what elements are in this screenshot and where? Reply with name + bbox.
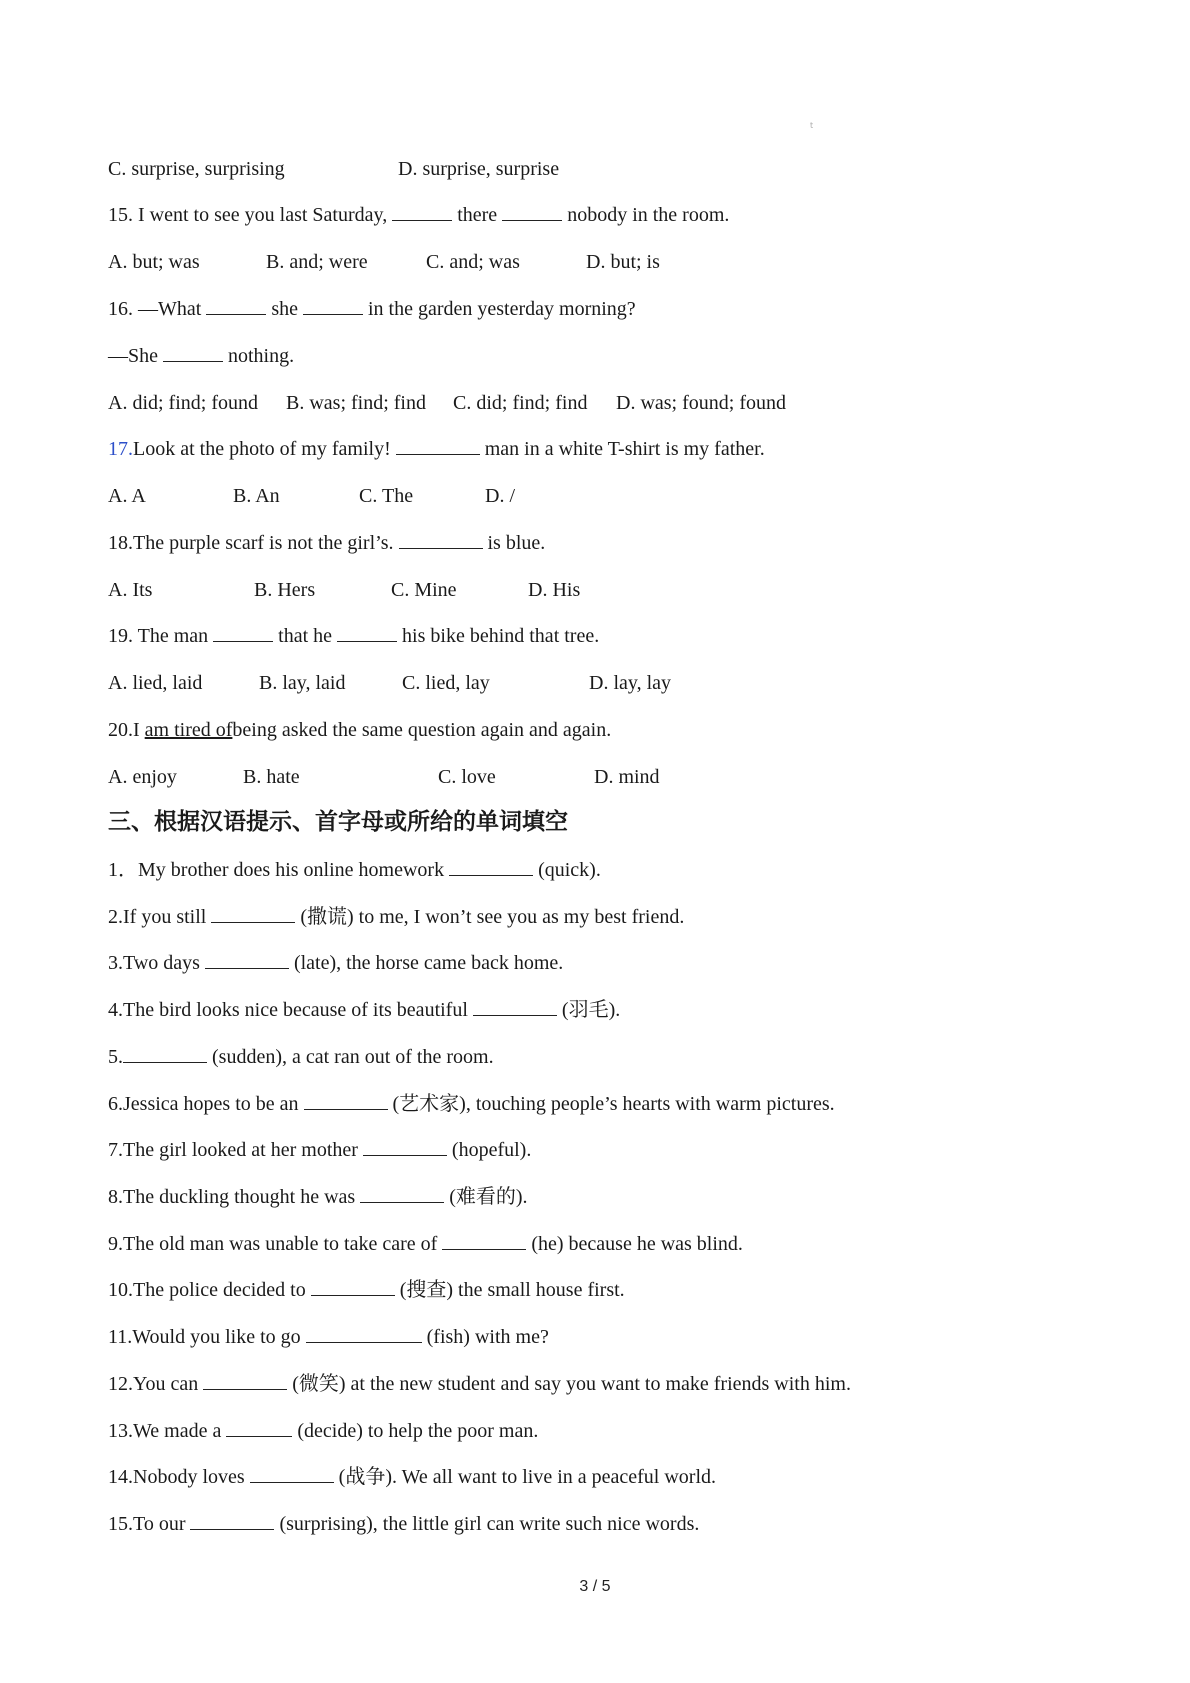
q17-blank[interactable]	[396, 436, 480, 455]
q19-text-2: that he	[278, 625, 333, 647]
fill-item-3-blank[interactable]	[205, 950, 289, 969]
fill-item-1	[108, 857, 601, 883]
section-3-title: 三、根据汉语提示、首字母或所给的单词填空	[108, 809, 568, 835]
q20-option-c: C. love	[438, 766, 496, 788]
fill-item-14-text: 14.Nobody loves	[108, 1466, 245, 1488]
q17-question	[108, 436, 765, 462]
fill-item-12-blank[interactable]	[203, 1371, 287, 1390]
fill-item-5	[108, 1044, 494, 1070]
q19-blank-2[interactable]	[337, 623, 397, 642]
q16-option-d: D. was; found; found	[616, 392, 786, 414]
fill-item-8-text: 8.The duckling thought he was	[108, 1186, 356, 1208]
q20-question	[108, 717, 611, 743]
q15-option-d: D. but; is	[586, 251, 660, 273]
fill-item-15-hint: (surprising), the little girl can write such nice words.	[279, 1513, 700, 1535]
fill-item-15-blank[interactable]	[190, 1511, 274, 1530]
q15-option-c: C. and; was	[426, 251, 520, 273]
fill-item-15-text: 15.To our	[108, 1513, 186, 1535]
fill-item-11-text: 11.Would you like to go	[108, 1326, 301, 1348]
q17-option-a: A. A	[108, 485, 146, 507]
fill-item-3-hint: (late), the horse came back home.	[293, 952, 564, 974]
q15-blank-1[interactable]	[392, 202, 452, 221]
q18-option-a: A. Its	[108, 579, 153, 601]
q16-text-2: she	[271, 298, 298, 320]
fill-item-9-blank[interactable]	[442, 1231, 526, 1250]
q15-blank-2[interactable]	[502, 202, 562, 221]
q19-text-1: 19. The man	[108, 625, 209, 647]
fill-item-4-blank[interactable]	[473, 997, 557, 1016]
fill-item-2-text: 2.If you still	[108, 906, 207, 928]
fill-item-8	[108, 1184, 528, 1210]
q17-number: 17.	[108, 438, 133, 460]
q19-option-d: D. lay, lay	[589, 672, 672, 694]
fill-item-8-blank[interactable]	[360, 1184, 444, 1203]
q16-question	[108, 296, 636, 322]
q17-option-b: B. An	[233, 485, 280, 507]
q15-text-3: nobody in the room.	[567, 204, 730, 226]
q15-option-b: B. and; were	[266, 251, 368, 273]
q18-blank[interactable]	[399, 530, 483, 549]
fill-item-10-text: 10.The police decided to	[108, 1279, 306, 1301]
q19-option-c: C. lied, lay	[402, 672, 490, 694]
page-number: 3 / 5	[579, 1578, 611, 1595]
q19-option-a: A. lied, laid	[108, 672, 203, 694]
q16-text-1: 16. —What	[108, 298, 202, 320]
fill-item-11-blank[interactable]	[306, 1324, 422, 1343]
q20-option-d: D. mind	[594, 766, 660, 788]
fill-item-5-blank[interactable]	[123, 1044, 207, 1063]
fill-item-13-blank[interactable]	[226, 1418, 292, 1437]
fill-item-1-hint: (quick).	[538, 859, 601, 881]
q20-option-b: B. hate	[243, 766, 300, 788]
fill-item-6	[108, 1091, 835, 1117]
fill-item-12	[108, 1371, 851, 1397]
fill-item-11	[108, 1324, 549, 1350]
q18-question	[108, 530, 545, 556]
q20-option-a: A. enjoy	[108, 766, 177, 788]
q16-reply-text-1: —She	[108, 345, 158, 367]
fill-item-14-hint: (战争). We all want to live in a peaceful world.	[338, 1466, 717, 1488]
q16-text-3: in the garden yesterday morning?	[367, 298, 636, 320]
q17-option-d: D. /	[485, 485, 515, 507]
q16-reply-blank[interactable]	[163, 343, 223, 362]
fill-item-13	[108, 1418, 538, 1444]
fill-item-5-hint: (sudden), a cat ran out of the room.	[212, 1046, 494, 1068]
q16-reply	[108, 343, 294, 369]
q19-question	[108, 623, 599, 649]
fill-item-6-blank[interactable]	[304, 1091, 388, 1110]
fill-item-2-hint: (撒谎) to me, I won’t see you as my best friend.	[300, 906, 685, 928]
fill-item-6-hint: (艺术家), touching people’s hearts with warm pictures.	[392, 1093, 835, 1115]
q19-blank-1[interactable]	[213, 623, 273, 642]
fill-item-12-hint: (微笑) at the new student and say you want to make friends with him.	[292, 1373, 851, 1395]
header-mark: t	[810, 121, 814, 130]
q18-option-d: D. His	[528, 579, 581, 601]
q15-text-1: 15. I went to see you last Saturday,	[108, 204, 388, 226]
fill-item-2	[108, 904, 684, 930]
fill-item-8-hint: (难看的).	[449, 1186, 528, 1208]
fill-item-15	[108, 1511, 699, 1537]
fill-item-3-text: 3.Two days	[108, 952, 200, 974]
fill-item-10-hint: (搜查) the small house first.	[399, 1279, 625, 1301]
fill-item-10-blank[interactable]	[311, 1277, 395, 1296]
fill-item-10	[108, 1277, 625, 1303]
fill-item-1-blank[interactable]	[449, 857, 533, 876]
fill-item-7-hint: (hopeful).	[451, 1139, 532, 1161]
fill-item-11-hint: (fish) with me?	[426, 1326, 549, 1348]
q16-option-a: A. did; find; found	[108, 392, 258, 414]
q20-underlined-phrase: am tired of	[144, 719, 233, 741]
fill-item-12-text: 12.You can	[108, 1373, 199, 1395]
fill-item-7	[108, 1137, 531, 1163]
q15-option-a: A. but; was	[108, 251, 200, 273]
fill-item-13-text: 13.We made a	[108, 1420, 222, 1442]
q15-question	[108, 202, 729, 228]
q14-option-d: D. surprise, surprise	[398, 158, 560, 180]
fill-item-4-hint: (羽毛).	[561, 999, 621, 1021]
fill-item-5-text: 5.	[108, 1046, 123, 1068]
fill-item-13-hint: (decide) to help the poor man.	[297, 1420, 539, 1442]
fill-item-2-blank[interactable]	[211, 904, 295, 923]
q16-blank-2[interactable]	[303, 296, 363, 315]
q18-text-2: is blue.	[487, 532, 546, 554]
q17-text-1: Look at the photo of my family!	[133, 438, 391, 460]
q16-option-b: B. was; find; find	[286, 392, 426, 414]
fill-item-4-text: 4.The bird looks nice because of its beautiful	[108, 999, 468, 1021]
fill-item-14	[108, 1464, 716, 1490]
fill-item-9	[108, 1231, 743, 1257]
q14-option-c: C. surprise, surprising	[108, 158, 285, 180]
fill-item-9-hint: (he) because he was blind.	[531, 1233, 743, 1255]
q16-reply-text-2: nothing.	[228, 345, 295, 367]
q19-text-3: his bike behind that tree.	[402, 625, 600, 647]
q16-blank-1[interactable]	[206, 296, 266, 315]
fill-item-4	[108, 997, 620, 1023]
q20-text-2: being asked the same question again and again.	[232, 719, 612, 741]
q17-option-c: C. The	[359, 485, 414, 507]
fill-item-7-text: 7.The girl looked at her mother	[108, 1139, 358, 1161]
q18-option-c: C. Mine	[391, 579, 457, 601]
q16-option-c: C. did; find; find	[453, 392, 588, 414]
q15-text-2: there	[457, 204, 498, 226]
fill-item-3	[108, 950, 563, 976]
fill-item-7-blank[interactable]	[363, 1137, 447, 1156]
fill-item-1-text: 1．My brother does his online homework	[108, 859, 445, 881]
fill-item-14-blank[interactable]	[250, 1464, 334, 1483]
fill-item-9-text: 9.The old man was unable to take care of	[108, 1233, 438, 1255]
q20-text-1: 20.I	[108, 719, 140, 741]
q18-text-1: 18.The purple scarf is not the girl’s.	[108, 532, 394, 554]
q19-option-b: B. lay, laid	[259, 672, 346, 694]
q17-text-2: man in a white T-shirt is my father.	[484, 438, 765, 460]
fill-item-6-text: 6.Jessica hopes to be an	[108, 1093, 299, 1115]
q18-option-b: B. Hers	[254, 579, 316, 601]
